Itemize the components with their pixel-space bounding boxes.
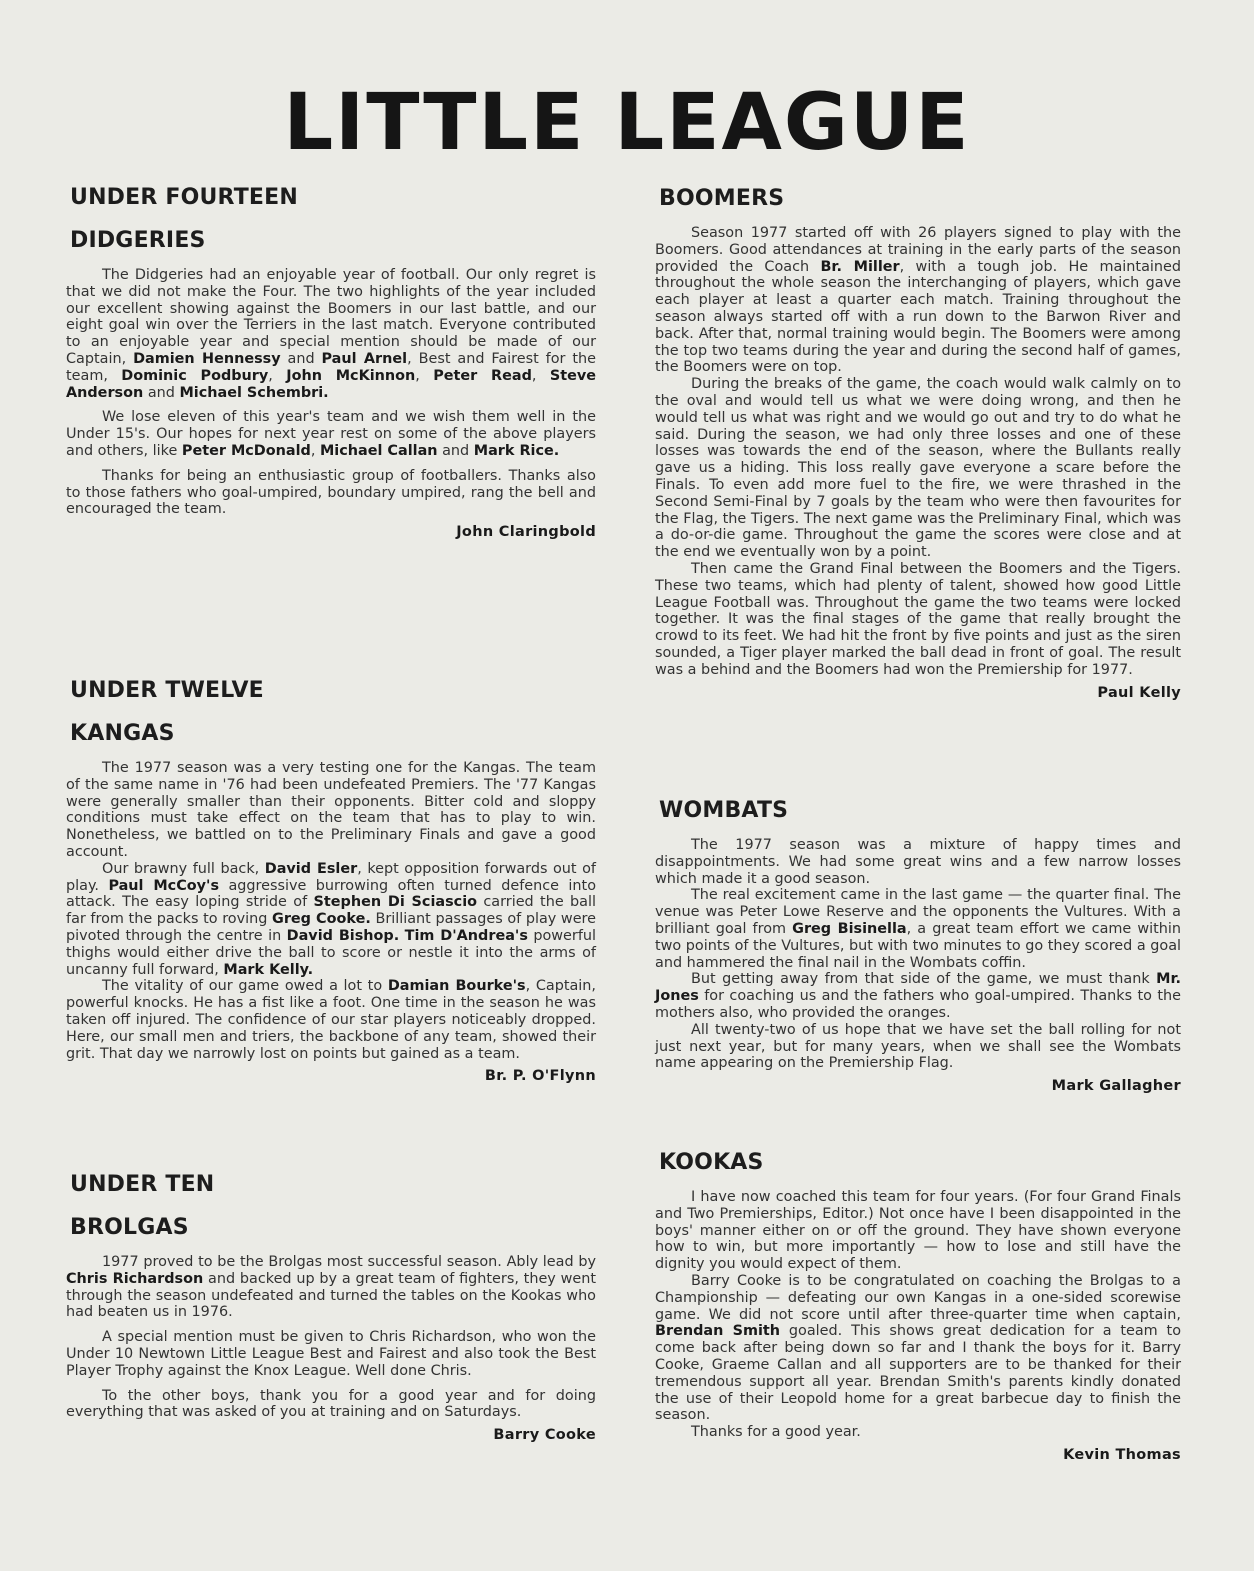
age-heading: UNDER TWELVE [70,678,264,703]
team-heading: BOOMERS [659,186,785,211]
player-name: Mark Rice. [473,442,560,459]
article-paragraph: During the breaks of the game, the coach would walk calmly on to the oval and would tell us what we were doing wrong, and then he would tell us what was right and we would go out and try to do what he said. During the season, we had only three losses and one of these losses was towards the end of the season, where the Bullants really gave us a hiding. This loss really gave everyone a scare before the Finals. To even add more fuel to the fire, we were thrashed in the Second Semi-Final by 7 goals by the team who were then favourites for the Flag, the Tigers. The next game was the Preliminary Final, which was a do-or-die game. Throughout the game the scores were close and at the end we eventually won by a point. [655,376,1181,561]
player-name: Greg Cooke. [272,911,371,928]
player-name: Steve Anderson [66,367,597,401]
age-heading: UNDER TEN [70,1172,215,1197]
article-paragraph: To the other boys, thank you for a good year and for doing everything that was asked of you at training and on Saturdays. [66,1387,596,1421]
player-name: Dominic Podbury [121,367,269,384]
author-signature: Br. P. O'Flynn [484,1068,596,1085]
team-heading: DIDGERIES [70,228,206,253]
player-name: Peter McDonald [181,442,311,459]
player-name: Greg Bisinella [792,920,907,937]
article-paragraph: Our brawny full back, David Esler, kept opposition forwards out of play. Paul McCoy's aggressive burrowing often turned defence into attack. The easy loping stride of Stephen Di Sciascio carried the ball far from the packs to roving Greg Cooke. Brilliant passages of play were pivoted through the centre in David Bishop. Tim D'Andrea's powerful thighs would either drive the ball to score or nestle it into the arms of uncanny full forward, Mark Kelly. [66,860,597,978]
under-ten-section [66,1172,596,1443]
article-paragraph: The 1977 season was a mixture of happy times and disappointments. We had some great wins and a few narrow losses which made it a good season. [655,837,1181,887]
page-title: LITTLE LEAGUE [283,78,971,168]
author-signature: John Claringbold [456,524,596,541]
player-name: Mark Kelly. [223,961,314,978]
article-paragraph: The 1977 season was a very testing one for the Kangas. The team of the same name in '76 had been undefeated Premiers. The '77 Kangas were generally smaller than their opponents. Bitter cold and sloppy conditions must take effect on the team that has to play to win. Nonetheless, we battled on to the Preliminary Finals and gave a good account. [66,760,596,860]
article-paragraph: 1977 proved to be the Brolgas most successful season. Ably lead by Chris Richardson and backed up by a great team of fighters, they went through the season undefeated and turned the tables on the Kookas who had beaten us in 1976. [66,1254,596,1321]
article-paragraph: But getting away from that side of the game, we must thank Mr. Jones for coaching us and the fathers who goal-umpired. Thanks to the mothers also, who provided the oranges. [655,971,1181,1021]
article-paragraph: Thanks for a good year. [691,1424,861,1441]
article-paragraph: We lose eleven of this year's team and we wish them well in the Under 15's. Our hopes for next year rest on some of the above players and others, like Peter McDonald, Michael Callan and Mark Rice. [66,409,596,459]
player-name: Tim D'Andrea's [404,927,528,944]
under-fourteen-section [66,185,596,540]
author-signature: Kevin Thomas [1063,1446,1181,1463]
article-paragraph: The vitality of our game owed a lot to Damian Bourke's, Captain, powerful knocks. He has a fist like a foot. One time in the season he was taken off injured. The confidence of our star players noticeably dropped. Here, our small men and triers, the backbone of any team, showed their grit. That day we narrowly lost on points but gained as a team. [66,978,596,1062]
author-signature: Barry Cooke [493,1427,596,1444]
player-name: Paul McCoy's [108,877,220,894]
player-name: Paul Arnel [321,350,408,367]
player-name: Damian Bourke's [387,978,526,995]
player-name: Br. Miller [820,258,900,275]
team-heading: KOOKAS [659,1150,764,1175]
team-heading: BROLGAS [70,1215,189,1240]
player-name: David Bishop. [286,927,400,944]
article-paragraph: Barry Cooke is to be congratulated on coaching the Brolgas to a Championship — defeating our own Kangas in a one-sided scorewise game. We did not score until after three-quarter time when captain, Brendan Smith goaled. This shows great dedication for a team to come back after being down so far and I thank the boys for it. Barry Cooke, Graeme Callan and all supporters are to be thanked for their tremendous support all year. Brendan Smith's parents kindly donated the use of their Leopold home for a great barbecue day to finish the season. [655,1272,1181,1424]
article-paragraph: The Didgeries had an enjoyable year of football. Our only regret is that we did not make the Four. The two highlights of the year included our excellent showing against the Boomers in our last battle, and our eight goal win over the Terriers in the last match. Everyone contributed to an enjoyable year and special mention should be made of our Captain, Damien Hennessy and Paul Arnel, Best and Fairest for the team, Dominic Podbury, John McKinnon, Peter Read, Steve Anderson and Michael Schembri. [66,267,597,401]
author-signature: Mark Gallagher [1051,1078,1181,1095]
player-name: Peter Read [433,367,532,384]
article-paragraph: A special mention must be given to Chris Richardson, who won the Under 10 Newtown Little League Best and Fairest and also took the Best Player Trophy against the Knox League. Well done Chris. [66,1329,596,1379]
kookas-section [655,1150,1181,1463]
player-name: Michael Schembri. [179,384,329,401]
team-heading: KANGAS [70,721,175,746]
player-name: Chris Richardson [66,1270,204,1287]
article-paragraph: Season 1977 started off with 26 players signed to play with the Boomers. Good attendances at training in the early parts of the season provided the Coach Br. Miller, with a tough job. He maintained throughout the whole season the interchanging of players, which gave each player at least a quarter each match. Training throughout the season always started off with a run down to the Barwon River and back. After that, normal training would begin. The Boomers were among the top two teams during the year and during the second half of games, the Boomers were on top. [655,225,1181,376]
player-name: Mr. Jones [655,971,1181,1005]
boomers-section [655,186,1181,701]
player-name: Brendan Smith [655,1323,781,1340]
player-name: David Esler [264,860,358,877]
article-paragraph: Thanks for being an enthusiastic group of footballers. Thanks also to those fathers who goal-umpired, boundary umpired, rang the bell and encouraged the team. [66,467,596,518]
player-name: John McKinnon [286,367,416,384]
article-paragraph: All twenty-two of us hope that we have set the ball rolling for not just next year, but for many years, when we shall see the Wombats name appearing on the Premiership Flag. [655,1021,1181,1072]
article-paragraph: I have now coached this team for four years. (For four Grand Finals and Two Premierships, Editor.) Not once have I been disappointed in the boys' manner either on or off the ground. They have shown everyone how to win, but more importantly — how to lose and still have the dignity you would expect of them. [655,1189,1181,1273]
player-name: Stephen Di Sciascio [313,894,478,911]
team-heading: WOMBATS [659,798,789,823]
article-paragraph: The real excitement came in the last game — the quarter final. The venue was Peter Lowe Reserve and the opponents the Vultures. With a brilliant goal from Greg Bisinella, a great team effort we came within two points of the Vultures, but with two minutes to go they scored a goal and hammered the final nail in the Wombats coffin. [655,887,1182,971]
author-signature: Paul Kelly [1097,684,1181,701]
age-heading: UNDER FOURTEEN [70,185,298,210]
wombats-section [655,798,1181,1094]
player-name: Michael Callan [319,442,438,459]
under-twelve-section [66,678,596,1084]
player-name: Damien Hennessy [133,350,281,367]
article-paragraph: Then came the Grand Final between the Boomers and the Tigers. These two teams, which had plenty of talent, showed how good Little League Football was. Throughout the game the two teams were locked together. It was the final stages of the game that really brought the crowd to its feet. We had hit the front by five points and just as the siren sounded, a Tiger player marked the ball dead in front of goal. The result was a behind and the Boomers had won the Premiership for 1977. [655,560,1181,678]
